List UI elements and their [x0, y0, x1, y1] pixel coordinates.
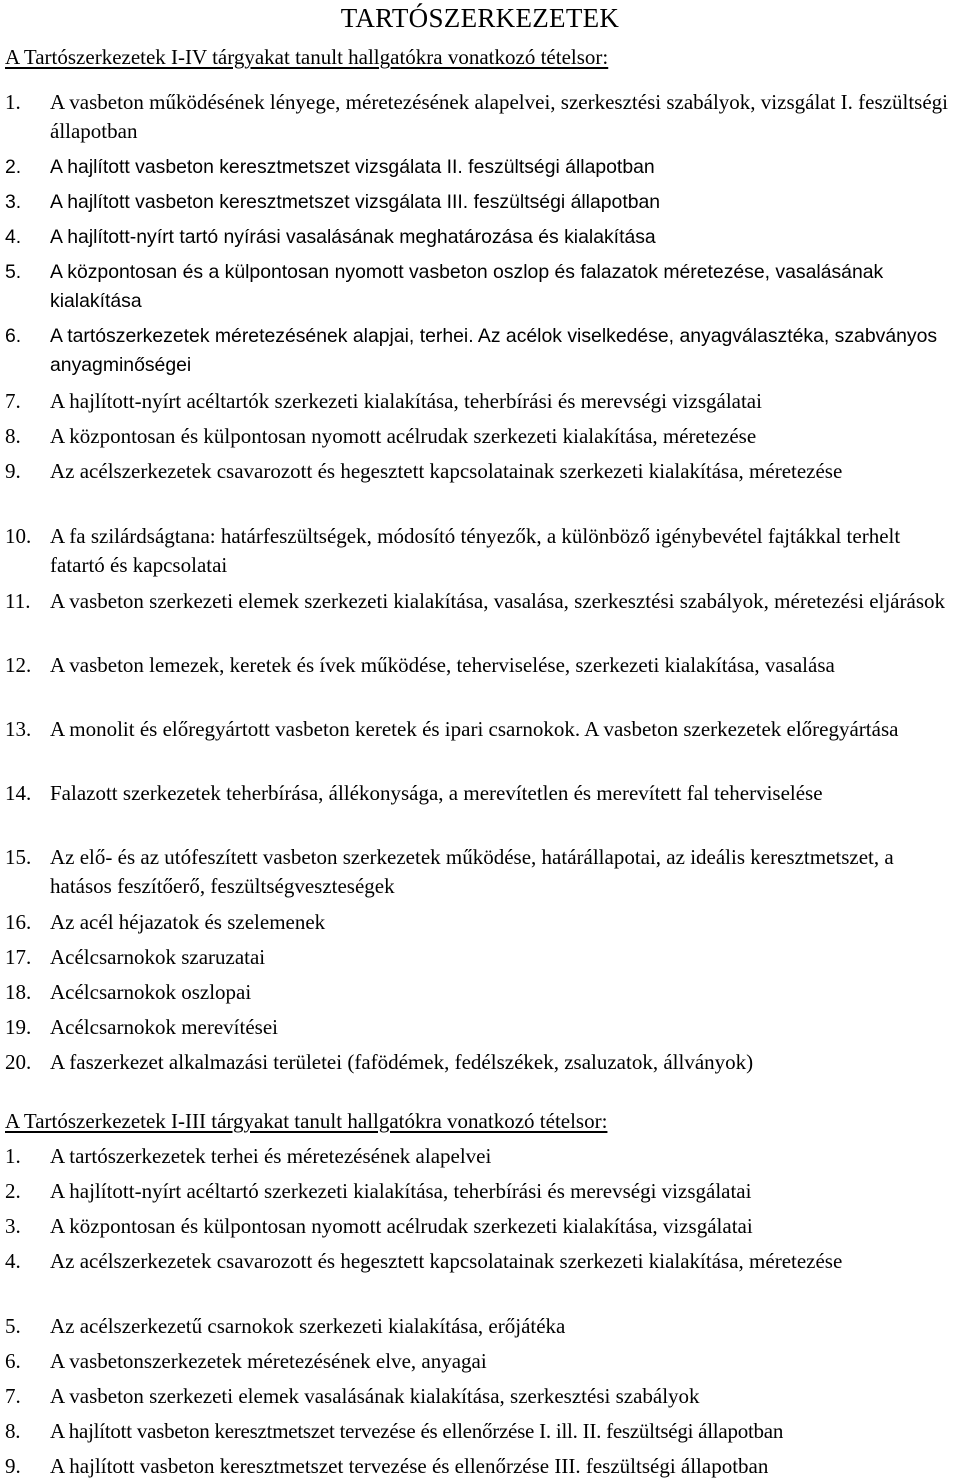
item-text: Az elő- és az utófeszített vasbeton szerkezetek működése, határállapotai, az ideális keresztmetszet, a hatásos feszítőerő, feszültségveszteségek — [50, 845, 894, 898]
item-number: 9. — [5, 459, 21, 483]
item-text: A tartószerkezetek méretezésének alapjai, terhei. Az acélok viselkedése, anyagválasztéka, szabványos anyagminőségei — [50, 325, 938, 376]
item-number: 4. — [5, 226, 22, 248]
item-number: 19. — [5, 1015, 32, 1039]
item-text: A hajlított-nyírt acéltartók szerkezeti kialakítása, teherbírási és merevségi vizsgálatai — [50, 389, 762, 413]
list-item — [5, 1177, 957, 1206]
list-item — [5, 1452, 957, 1481]
item-text: A vasbeton lemezek, keretek és ívek működése, teherviselése, szerkezeti kialakítása, vasalása — [50, 653, 835, 677]
item-text: Acélcsarnokok merevítései — [50, 1015, 278, 1039]
item-text: A hajlított-nyírt acéltartó szerkezeti kialakítása, teherbírási és merevségi vizsgálatai — [50, 1179, 752, 1203]
item-number: 12. — [5, 653, 32, 677]
item-number: 9. — [5, 1454, 21, 1478]
item-number: 11. — [5, 589, 31, 613]
list-item — [5, 422, 957, 451]
item-text: Az acélszerkezetű csarnokok szerkezeti kialakítása, erőjátéka — [50, 1314, 566, 1338]
item-number: 8. — [5, 1419, 21, 1443]
item-number: 13. — [5, 717, 32, 741]
item-number: 3. — [5, 1214, 21, 1238]
item-number: 5. — [5, 261, 22, 283]
list-item — [5, 1013, 957, 1042]
item-number: 1. — [5, 1144, 21, 1168]
item-text: A fa szilárdságtana: határfeszültségek, módosító tényezők, a különböző igénybevétel fajtákkal terhelt fatartó és kapcsolatai — [50, 524, 901, 577]
list-item — [5, 1247, 957, 1276]
item-text: A vasbetonszerkezetek méretezésének elve, anyagai — [50, 1349, 487, 1373]
item-text: A központosan és külpontosan nyomott acélrudak szerkezeti kialakítása, méretezése — [50, 424, 757, 448]
item-text: A tartószerkezetek terhei és méretezésének alapelvei — [50, 1144, 492, 1168]
list-item — [5, 1142, 957, 1171]
item-number: 2. — [5, 156, 22, 178]
item-text: Acélcsarnokok szaruzatai — [50, 945, 266, 969]
list-item — [5, 457, 957, 486]
list-item — [5, 908, 957, 937]
list-item — [5, 387, 957, 416]
item-number: 6. — [5, 325, 22, 347]
list-item — [5, 1212, 957, 1241]
list-item — [5, 322, 957, 380]
item-text: A monolit és előregyártott vasbeton keretek és ipari csarnokok. A vasbeton szerkezetek előregyártása — [50, 717, 899, 741]
item-text: A vasbeton működésének lényege, méretezésének alapelvei, szerkesztési szabályok, vizsgálat I. feszültségi állapotban — [50, 90, 948, 143]
list-item — [5, 1312, 957, 1341]
item-number: 1. — [5, 90, 21, 114]
item-text: A központosan és a külpontosan nyomott vasbeton oszlop és falazatok méretezése, vasalásának kialakítása — [50, 261, 884, 312]
item-number: 8. — [5, 424, 21, 448]
list-item — [5, 258, 957, 316]
item-text: Acélcsarnokok oszlopai — [50, 980, 252, 1004]
document-title: TARTÓSZERKEZETEK — [340, 3, 620, 33]
list-item — [5, 715, 957, 744]
section-heading: A Tartószerkezetek I-IV tárgyakat tanult hallgatókra vonatkozó tételsor: — [5, 45, 609, 69]
list-item — [5, 153, 957, 182]
item-text: A hajlított vasbeton keresztmetszet vizsgálata III. feszültségi állapotban — [50, 191, 661, 213]
list-item — [5, 88, 957, 146]
item-number: 4. — [5, 1249, 21, 1273]
item-text: A hajlított vasbeton keresztmetszet tervezése és ellenőrzése I. ill. II. feszültségi állapotban — [50, 1419, 784, 1443]
list-item — [5, 843, 957, 901]
item-number: 20. — [5, 1050, 32, 1074]
item-text: Az acél héjazatok és szelemenek — [50, 910, 326, 934]
item-number: 16. — [5, 910, 32, 934]
item-number: 18. — [5, 980, 32, 1004]
item-text: A központosan és külpontosan nyomott acélrudak szerkezeti kialakítása, vizsgálatai — [50, 1214, 753, 1238]
list-item — [5, 779, 957, 808]
item-text: Az acélszerkezetek csavarozott és hegesztett kapcsolatainak szerkezeti kialakítása, méretezése — [50, 459, 843, 483]
item-number: 14. — [5, 781, 32, 805]
list-item — [5, 651, 957, 680]
item-text: A hajlított vasbeton keresztmetszet vizsgálata II. feszültségi állapotban — [50, 156, 655, 178]
section-heading: A Tartószerkezetek I-III tárgyakat tanult hallgatókra vonatkozó tételsor: — [5, 1109, 608, 1133]
list-item — [5, 223, 957, 252]
item-text: Az acélszerkezetek csavarozott és hegesztett kapcsolatainak szerkezeti kialakítása, méretezése — [50, 1249, 843, 1273]
list-item — [5, 943, 957, 972]
list-item — [5, 1382, 957, 1411]
list-item — [5, 1048, 957, 1077]
item-number: 6. — [5, 1349, 21, 1373]
item-number: 7. — [5, 389, 21, 413]
item-number: 15. — [5, 845, 32, 869]
list-item — [5, 188, 957, 217]
item-text: A hajlított-nyírt tartó nyírási vasalásának meghatározása és kialakítása — [50, 226, 656, 248]
item-number: 7. — [5, 1384, 21, 1408]
item-number: 2. — [5, 1179, 21, 1203]
item-text: A faszerkezet alkalmazási területei (fafödémek, fedélszékek, zsaluzatok, állványok) — [50, 1050, 754, 1074]
list-item — [5, 587, 957, 616]
item-number: 3. — [5, 191, 22, 213]
item-text: A vasbeton szerkezeti elemek vasalásának kialakítása, szerkesztési szabályok — [50, 1384, 700, 1408]
item-number: 5. — [5, 1314, 21, 1338]
item-number: 10. — [5, 524, 32, 548]
item-text: A hajlított vasbeton keresztmetszet tervezése és ellenőrzése III. feszültségi állapotban — [50, 1454, 769, 1478]
list-item — [5, 522, 957, 580]
item-number: 17. — [5, 945, 32, 969]
list-item — [5, 1347, 957, 1376]
list-item — [5, 1417, 957, 1446]
list-item — [5, 978, 957, 1007]
item-text: A vasbeton szerkezeti elemek szerkezeti kialakítása, vasalása, szerkesztési szabályok, méretezési eljárások — [50, 589, 945, 613]
item-text: Falazott szerkezetek teherbírása, állékonysága, a merevítetlen és merevített fal teherviselése — [50, 781, 823, 805]
